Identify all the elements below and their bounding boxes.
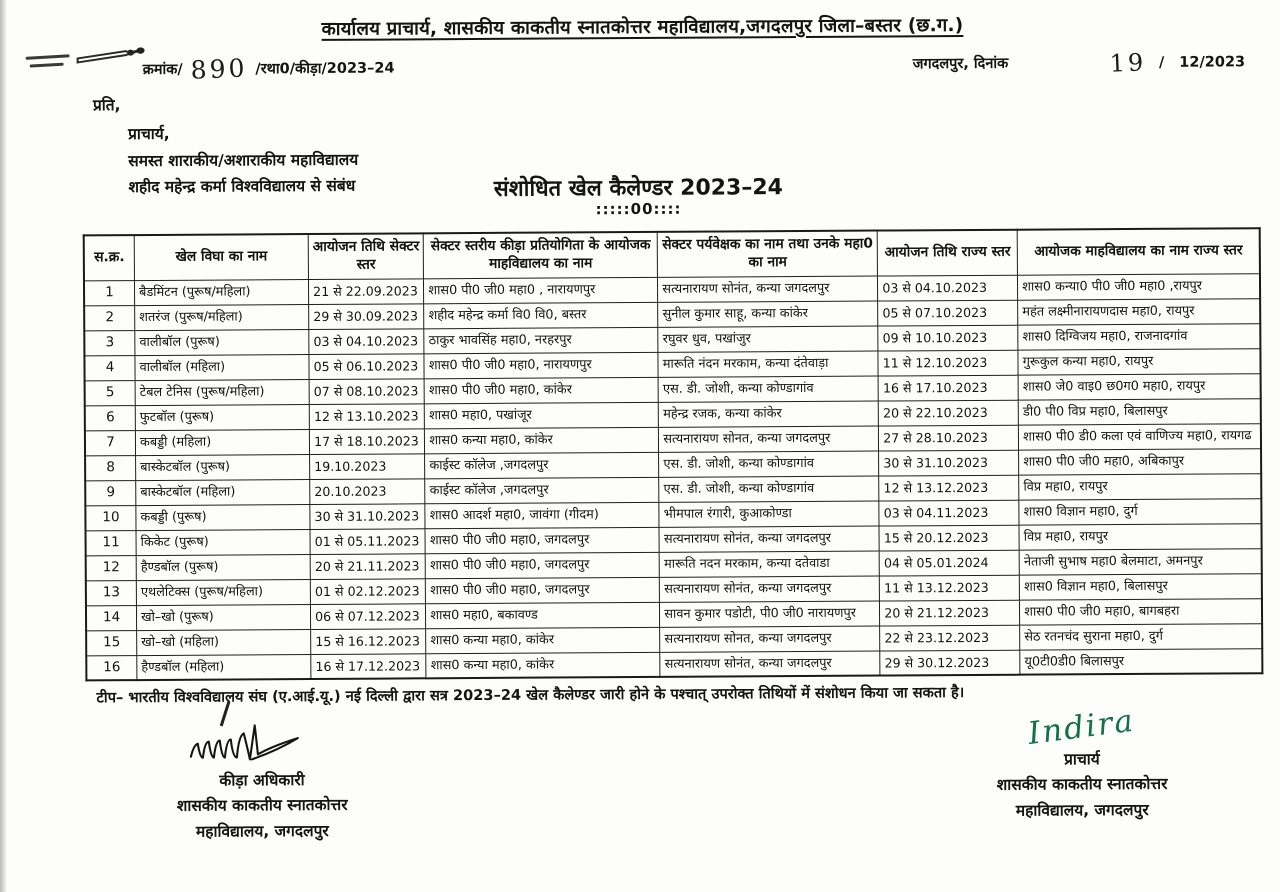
table-cell: किकेट (पुरूष) xyxy=(136,529,310,555)
table-cell: 1 xyxy=(84,280,135,305)
table-cell: हैण्डबॉल (पुरूष) xyxy=(136,554,310,580)
table-cell: 15 से 20.12.2023 xyxy=(879,525,1019,551)
table-cell: कबड्डी (महिला) xyxy=(135,429,309,455)
table-cell: शहीद महेन्द्र कर्मा वि0 वि0, बस्तर xyxy=(424,302,658,328)
date-month-year: 12/2023 xyxy=(1179,54,1246,71)
signature-block-sports-officer xyxy=(112,715,413,846)
table-cell: 30 से 31.10.2023 xyxy=(310,504,425,530)
document-title: संशोधित खेल कैलेण्डर 2023–24 xyxy=(493,175,784,202)
letterhead-title: कार्यालय प्राचार्य, शासकीय काकतीय स्नातकोत्तर महाविद्यालय,जगदलपुर जिला–बस्तर (छ.ग.) xyxy=(321,15,964,40)
table-cell: 09 से 10.10.2023 xyxy=(878,325,1018,351)
table-cell: शास0 पी0 जी0 महा0, जगदलपुर xyxy=(425,552,659,578)
table-cell: हैण्डबॉल (महिला) xyxy=(137,654,311,680)
sports-calendar-table xyxy=(83,227,1264,682)
table-cell: महंत लक्ष्मीनारायणदास महा0, रायपुर xyxy=(1018,299,1260,325)
table-cell: डी0 पी0 विप्र महा0, बिलासपुर xyxy=(1018,399,1260,425)
table-cell: 12 से 13.10.2023 xyxy=(309,404,424,430)
table-cell: 27 से 28.10.2023 xyxy=(879,425,1019,451)
table-cell: 03 से 04.10.2023 xyxy=(309,329,424,355)
table-cell: 15 xyxy=(86,630,137,655)
table-cell: एस. डी. जोशी, कन्या कोण्डागांव xyxy=(659,451,879,477)
table-cell: शास0 महा0, पखांजूर xyxy=(425,402,659,428)
table-cell: सुनील कुमार साहू, कन्या कांकेर xyxy=(658,301,878,327)
principal-title: प्राचार्य xyxy=(1064,750,1100,769)
table-cell: शास0 पी0 जी0 महा0, अबिकापुर xyxy=(1019,449,1261,475)
table-cell: 16 से 17.12.2023 xyxy=(311,654,426,680)
table-cell: 7 xyxy=(85,430,136,455)
table-header-row xyxy=(84,228,1260,281)
table-cell: मारूति नंदन मरकाम, कन्या दंतेवाड़ा xyxy=(658,351,878,377)
table-cell: 11 से 13.12.2023 xyxy=(880,575,1020,601)
table-cell: 05 से 06.10.2023 xyxy=(309,354,424,380)
table-cell: भीमपाल रंगारी, कुआकोण्डा xyxy=(659,501,879,527)
table-cell: एस. डी. जोशी, कन्या कोण्डागांव xyxy=(658,376,878,402)
ref-label: क्रमांक/ xyxy=(142,61,183,79)
table-cell: 11 xyxy=(86,530,137,555)
footnote: टीप– भारतीय विश्वविद्यालय संघ (ए.आई.यू.) नई दिल्ली द्वारा सत्र 2023–24 खेल कैलेण्डर जारी होने के पश्चात् उपरोक्त तिथियों में संशोधन किया जा सकता है। xyxy=(96,684,965,707)
table-cell: विप्र महा0, रायपुर xyxy=(1019,524,1261,550)
principal-org-line: शासकीय काकतीय स्नातकोत्तर xyxy=(996,774,1168,794)
table-cell: 22 से 23.12.2023 xyxy=(880,625,1020,651)
table-cell: ठाकुर भावसिंह महा0, नरहरपुर xyxy=(424,327,658,353)
table-cell: एस. डी. जोशी, कन्या कोण्डागांव xyxy=(659,476,879,502)
table-cell: सत्यनारायण सोनंत, कन्या जगदलपुर xyxy=(658,276,878,302)
table-cell: 20 से 21.12.2023 xyxy=(880,600,1020,626)
table-cell: 29 से 30.09.2023 xyxy=(309,304,424,330)
table-cell: 12 से 13.12.2023 xyxy=(879,475,1019,501)
table-cell: शास0 दिग्विजय महा0, राजनादगांव xyxy=(1018,324,1260,350)
table-cell: 03 से 04.10.2023 xyxy=(878,275,1018,301)
sports-officer-place-line: महाविद्यालय, जगदलपुर xyxy=(195,822,329,842)
table-cell: रघुवर धुव, पखांजुर xyxy=(658,326,878,352)
table-cell: शास0 पी0 जी0 महा0, बागबहरा xyxy=(1020,599,1262,625)
table-cell: 01 से 02.12.2023 xyxy=(310,579,425,605)
table-cell: शास0 महा0, बकावण्ड xyxy=(426,602,660,628)
column-header-1: खेल विघा का नाम xyxy=(134,234,308,280)
table-cell: शतरंज (पुरूष/महिला) xyxy=(135,304,309,330)
table-cell: 20 से 22.10.2023 xyxy=(878,400,1018,426)
addressee-line-3: शहीद महेन्द्र कर्मा विश्वविद्यालय से संबंध xyxy=(128,177,356,197)
table-cell: 20 से 21.11.2023 xyxy=(310,554,425,580)
table-cell: सत्यनारायण सोनत, कन्या जगदलपुर xyxy=(659,426,879,452)
table-cell: शास0 विज्ञान महा0, बिलासपुर xyxy=(1019,574,1261,600)
table-cell: 19.10.2023 xyxy=(310,454,425,480)
table-cell: 12 xyxy=(86,555,137,580)
principal-place-line: महाविद्यालय, जगदलपुर xyxy=(1015,801,1149,821)
table-cell: वालीबॉल (पुरूष) xyxy=(135,329,309,355)
table-cell: सत्यनारायण सोनंत, कन्या जगदलपुर xyxy=(659,526,879,552)
table-cell: शास0 पी0 डी0 कला एवं वाणिज्य महा0, रायगढ xyxy=(1019,424,1261,450)
table-cell: यू0टी0डी0 बिलासपुर xyxy=(1020,649,1262,675)
table-cell: शास0 पी0 जी0 महा0, जगदलपुर xyxy=(425,527,659,553)
addressee-line-2: समस्त शाराकीय/अशाराकीय महाविद्यालय xyxy=(128,150,359,170)
table-cell: 04 से 05.01.2024 xyxy=(879,550,1019,576)
column-header-6: आयोजक माहविद्यालय का नाम राज्य स्तर xyxy=(1017,228,1260,275)
table-cell: शास0 विज्ञान महा0, दुर्ग xyxy=(1019,499,1261,525)
addressee-to: प्रति, xyxy=(92,96,121,115)
table-cell: सत्यनारायण सोनंत, कन्या जगदलपुर xyxy=(660,576,880,602)
ref-number-handwritten: 890 xyxy=(190,53,248,85)
table-cell: शास0 कन्या महा0, कांकेर xyxy=(426,627,660,653)
addressee-line-1: प्राचार्य, xyxy=(128,124,170,144)
table-cell: सेठ रतनचंद सुराना महा0, दुर्ग xyxy=(1020,624,1262,650)
calendar-table-body xyxy=(84,274,1262,681)
table-cell: 6 xyxy=(85,405,136,430)
table-cell: शास0 कन्या महा0, कांकेर xyxy=(426,652,660,678)
table-cell: 07 से 08.10.2023 xyxy=(309,379,424,405)
table-cell: गुरूकुल कन्या महा0, रायपुर xyxy=(1018,349,1260,375)
table-cell: शास0 जे0 वाइ0 छ0ग0 महा0, रायपुर xyxy=(1018,374,1260,400)
column-header-3: सेक्टर स्तरीय कीड़ा प्रतियोगिता के आयोजक माहविद्यालय का नाम xyxy=(424,232,658,279)
principal-signature: Indira xyxy=(1026,702,1138,753)
table-cell: महेन्द्र रजक, कन्या कांकेर xyxy=(659,401,879,427)
table-cell: 16 से 17.10.2023 xyxy=(878,375,1018,401)
column-header-2: आयोजन तिथि सेक्टर स्तर xyxy=(308,233,424,279)
table-cell: शास0 कन्या0 पी0 जी0 महा0 ,रायपुर xyxy=(1018,274,1260,300)
place-date-line xyxy=(913,48,1246,78)
sports-officer-title: कीड़ा अधिकारी xyxy=(219,771,305,790)
table-cell: 03 से 04.11.2023 xyxy=(879,500,1019,526)
table-cell: 2 xyxy=(84,305,135,330)
pen-dash-marks xyxy=(26,55,70,70)
table-cell: बैडमिंटन (पुरूष/महिला) xyxy=(135,279,309,305)
table-cell: नेताजी सुभाष महा0 बेलमाटा, अमनपुर xyxy=(1019,549,1261,575)
table-cell: काईस्ट कॉलेज ,जगदलपुर xyxy=(425,452,659,478)
table-cell: सत्यनारायण सोनत, कन्या जगदलपुर xyxy=(660,626,880,652)
table-cell: शास0 आदर्श महा0, जावंगा (गीदम) xyxy=(425,502,659,528)
table-cell: वालीबॉल (महिला) xyxy=(135,354,309,380)
table-cell: 4 xyxy=(84,355,135,380)
table-cell: 11 से 12.10.2023 xyxy=(878,350,1018,376)
table-cell: बास्केटबॉल (पुरूष) xyxy=(136,454,310,480)
table-cell: 01 से 05.11.2023 xyxy=(310,529,425,555)
table-cell: खो–खो (महिला) xyxy=(137,629,311,655)
table-cell: शास0 पी0 जी0 महा0, जगदलपुर xyxy=(426,577,660,603)
sports-officer-signature-icon xyxy=(177,716,347,769)
column-header-0: स.क्र. xyxy=(84,235,135,281)
table-cell: कबड्डी (पुरूष) xyxy=(136,504,310,530)
table-cell: शास0 पी0 जी0 महा0 , नारायणपुर xyxy=(424,277,658,303)
column-header-4: सेक्टर पर्यवेक्षक का नाम तथा उनके महा0 का नाम xyxy=(658,231,878,278)
table-cell: खो–खो (पुरूष) xyxy=(137,604,311,630)
table-cell: 13 xyxy=(86,580,137,605)
sports-officer-org-line: शासकीय काकतीय स्नातकोत्तर xyxy=(176,795,348,815)
table-cell: शास0 पी0 जी0 महा0, कांकेर xyxy=(424,377,658,403)
table-cell: सत्यनारायण सोनंत, कन्या जगदलपुर xyxy=(660,651,880,677)
table-cell: विप्र महा0, रायपुर xyxy=(1019,474,1261,500)
table-cell: शास0 कन्या महा0, कांकेर xyxy=(425,427,659,453)
table-cell: 5 xyxy=(85,380,136,405)
table-cell: बास्केटबॉल (महिला) xyxy=(136,479,310,505)
ref-suffix: /रथा0/कीड़ा/2023–24 xyxy=(255,60,395,78)
reference-line xyxy=(143,53,395,84)
place-date-label: जगदलपुर, दिनांक xyxy=(912,55,1009,73)
date-day-handwritten: 19 xyxy=(1108,48,1147,78)
table-cell: 05 से 07.10.2023 xyxy=(878,300,1018,326)
table-cell: 21 से 22.09.2023 xyxy=(309,279,424,305)
table-cell: 30 से 31.10.2023 xyxy=(879,450,1019,476)
table-cell: 10 xyxy=(85,505,136,530)
table-cell: 06 से 07.12.2023 xyxy=(311,604,426,630)
table-cell: 29 से 30.12.2023 xyxy=(880,650,1020,676)
signature-block-principal xyxy=(932,702,1233,825)
table-cell: शास0 पी0 जी0 महा0, नारायणपुर xyxy=(424,352,658,378)
table-cell: काईस्ट कॉलेज ,जगदलपुर xyxy=(425,477,659,503)
date-separator: / xyxy=(1158,54,1165,71)
table-cell: 8 xyxy=(85,455,136,480)
table-cell: टेबल टेनिस (पुरूष/महिला) xyxy=(135,379,309,405)
table-cell: फुटबॉल (पुरूष) xyxy=(135,404,309,430)
table-cell: 3 xyxy=(84,330,135,355)
table-cell: 16 xyxy=(86,655,137,680)
column-header-5: आयोजन तिथि राज्य स्तर xyxy=(877,230,1017,276)
title-separator: :::::00:::: xyxy=(595,199,682,219)
table-cell: 20.10.2023 xyxy=(310,479,425,505)
table-cell: सावन कुमार पडोटी, पी0 जी0 नारायणपुर xyxy=(660,601,880,627)
table-cell: 15 से 16.12.2023 xyxy=(311,629,426,655)
table-cell: 17 से 18.10.2023 xyxy=(310,429,425,455)
table-cell: 14 xyxy=(86,605,137,630)
table-cell: 9 xyxy=(85,480,136,505)
table-cell: एथलेटिक्स (पुरूष/महिला) xyxy=(136,579,310,605)
table-cell: मारूति नदन मरकाम, कन्या दतेवाडा xyxy=(660,551,880,577)
